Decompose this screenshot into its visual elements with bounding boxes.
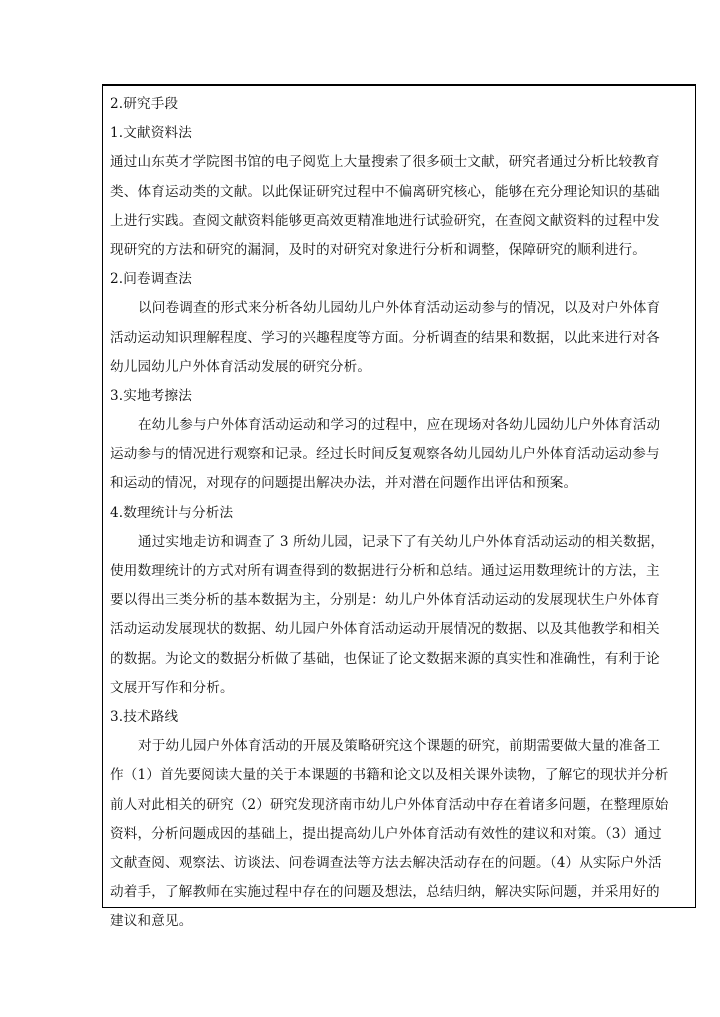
paragraph-line: 文展开写作和分析。 (110, 679, 234, 696)
paragraph-line: 活动运动知识理解程度、学习的兴趣程度等方面。分析调查的结果和数据，以此来进行对各 (110, 329, 660, 346)
top-rule (102, 85, 696, 86)
paragraph-line: 通过实地走访和调查了 3 所幼儿园，记录下了有关幼儿户外体育活动运动的相关数据， (138, 533, 665, 550)
paragraph-line: 作（1）首先要阅读大量的关于本课题的书籍和论文以及相关课外读物，了解它的现状并分析 (110, 767, 669, 784)
heading-field-observation-method: 3.实地考擦法 (110, 387, 192, 404)
paragraph-line: 上进行实践。查阅文献资料能够更高效更精准地进行试验研究，在查阅文献资料的过程中发 (110, 212, 660, 229)
paragraph-line: 建议和意见。 (110, 913, 193, 930)
paragraph-line: 以问卷调查的形式来分析各幼儿园幼儿户外体育活动运动参与的情况，以及对户外体育 (138, 300, 661, 317)
paragraph-line: 文献查阅、观察法、访谈法、问卷调查法等方法去解决活动存在的问题。（4）从实际户外活 (110, 854, 662, 871)
heading-questionnaire-method: 2.问卷调查法 (110, 271, 192, 288)
section-title: 2.研究手段 (110, 96, 179, 112)
paragraph-line: 在幼儿参与户外体育活动运动和学习的过程中，应在现场对各幼儿园幼儿户外体育活动 (138, 417, 661, 434)
paragraph-line: 活动运动发展现状的数据、幼儿园户外体育活动运动开展情况的数据、以及其他教学和相关 (110, 621, 660, 638)
heading-statistics-method: 4.数理统计与分析法 (110, 504, 234, 521)
paragraph-line: 前人对此相关的研究（2）研究发现济南市幼儿户外体育活动中存在着诸多问题，在整理原始 (110, 796, 669, 813)
paragraph-line: 现研究的方法和研究的漏洞，及时的对研究对象进行分析和调整，保障研究的顺利进行。 (110, 241, 647, 258)
paragraph-line: 类、体育运动类的文献。以此保证研究过程中不偏离研究核心，能够在充分理论知识的基础 (110, 183, 660, 200)
paragraph-line: 动着手，了解教师在实施过程中存在的问题及想法，总结归纳，解决实际问题，并采用好的 (110, 884, 660, 901)
paragraph-line: 幼儿园幼儿户外体育活动发展的研究分析。 (110, 358, 372, 375)
paragraph-line: 使用数理统计的方式对所有调查得到的数据进行分析和总结。通过运用数理统计的方法，主 (110, 563, 660, 579)
paragraph-line: 和运动的情况，对现存的问题提出解决办法，并对潜在问题作出评估和预案。 (110, 475, 578, 492)
heading-literature-method: 1.文献资料法 (110, 125, 192, 142)
paragraph-line: 运动参与的情况进行观察和记录。经过长时间反复观察各幼儿园幼儿户外体育活动运动参与 (110, 446, 660, 463)
paragraph-line: 资料，分析问题成因的基础上，提出提高幼儿户外体育活动有效性的建议和对策。（3）通过 (110, 825, 662, 842)
paragraph-line: 要以得出三类分析的基本数据为主，分别是：幼儿户外体育活动运动的发展现状生户外体育 (110, 592, 660, 609)
heading-technical-route: 3.技术路线 (110, 708, 179, 725)
content-table-cell (102, 84, 696, 930)
paragraph-line: 的数据。为论文的数据分析做了基础，也保证了论文数据来源的真实性和准确性，有利于论 (110, 650, 660, 667)
document-body (110, 90, 689, 936)
paragraph-line: 通过山东英才学院图书馆的电子阅览上大量搜索了很多硕士文献，研究者通过分析比较教育 (110, 154, 660, 171)
paragraph-line: 对于幼儿园户外体育活动的开展及策略研究这个课题的研究，前期需要做大量的准备工 (138, 738, 661, 755)
